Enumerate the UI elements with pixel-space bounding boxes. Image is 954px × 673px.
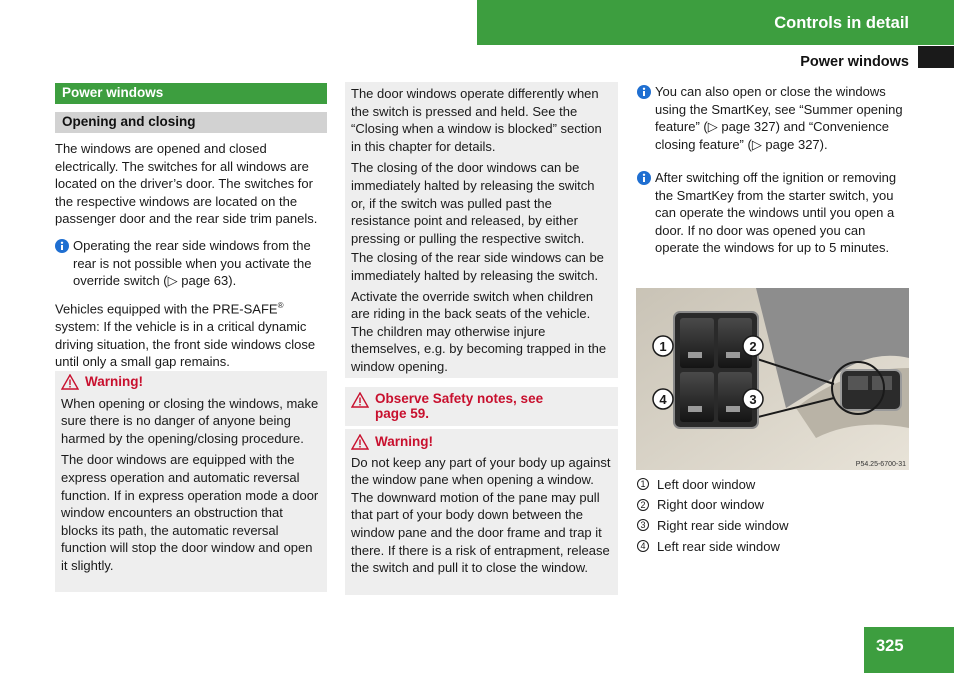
door-panel-image (636, 288, 909, 470)
chapter-header (477, 0, 954, 45)
info-box: The door windows operate differently when the switch is pressed and held. See the “Closing when a window is blocked” section in this chapter for details. The closing of the door windows can be immediately halted by releasing the switch or, if the switch was pulled past the resistance point and released, by either pressing or pulling the respective switch. The closing of the rear side windows can be immediately halted by releasing the switch. Activate the override switch when children are riding in the back seats of the vehicle. The children may otherwise injure themselves, e.g. by becoming trapped in the window opening. (345, 82, 618, 378)
image-code: P54.25-6700-31 (855, 461, 906, 468)
callout-1 (653, 336, 673, 356)
list-item: 1 Left door window (637, 474, 912, 495)
info-icon (637, 171, 651, 185)
safety-notes-box (345, 387, 618, 426)
callout-4 (653, 389, 673, 409)
callout-2 (743, 336, 763, 356)
legend-list (637, 474, 912, 556)
warning-triangle-icon (351, 434, 369, 450)
svg-text:3: 3 (749, 392, 757, 407)
window-switch-illustration (636, 288, 909, 470)
warning-heading: Warning! (351, 433, 612, 451)
safety-notes-link[interactable]: Observe Safety notes, see page 59. (375, 391, 544, 421)
warning-triangle-icon (61, 374, 79, 390)
info-note: Operating the rear side windows from the rear is not possible when you activate the override switch (▷ page 63). (55, 237, 329, 290)
presafe-paragraph: Vehicles equipped with the PRE-SAFE® system: If the vehicle is in a critical dynamic driving situation, the front side windows close until only a small gap remains. (55, 301, 316, 370)
page-number: 325 (864, 627, 954, 673)
section-heading: Power windows (55, 83, 327, 104)
thumb-tab (918, 46, 954, 68)
chapter-title: Controls in detail (774, 14, 909, 32)
list-item: 2 Right door window (637, 495, 912, 516)
list-item: 3 Right rear side window (637, 515, 912, 536)
warning-text-1: When opening or closing the windows, make sure there is no danger of anyone being harmed by the opening/closing procedure. (61, 395, 319, 446)
section-title: Power windows (800, 54, 909, 70)
warning-box (55, 371, 327, 592)
info-icon (55, 239, 69, 253)
info-note: You can also open or close the windows using the SmartKey, see “Summer opening feature” (▷ page 327) and “Convenience closing feature” (▷ page 327). (637, 83, 912, 153)
subsection-heading: Opening and closing (55, 112, 327, 133)
warning-text-2: The door windows are equipped with the express operation and automatic reversal function. If in express operation mode a door window encounters an obstruction that blocks its path, the automatic reversal function will stop the door window and open it slightly. (61, 452, 319, 573)
svg-text:4: 4 (659, 392, 667, 407)
list-item: 4 Left rear side window (637, 536, 912, 557)
svg-text:2: 2 (749, 339, 757, 354)
info-icon (637, 85, 651, 99)
callout-3 (743, 389, 763, 409)
warning-text: Do not keep any part of your body up against the window pane when opening a window. The downward motion of the pane may pull that part of your body down between the window pane and the door frame and trap it there. If there is a risk of entrapment, release the switch and pull it to close the window. (351, 454, 611, 576)
intro-paragraph: The windows are opened and closed electrically. The switches for all windows are located on the driver’s door. The switches for the respective windows are located on the passenger door and the rear side trim panels. (55, 141, 318, 227)
warning-box (345, 429, 618, 595)
svg-text:1: 1 (659, 339, 667, 354)
info-note: After switching off the ignition or removing the SmartKey from the starter switch, you can operate the windows until you open a door. If no door was opened you can operate the windows for up to 5 minutes. (637, 169, 912, 257)
warning-heading: Warning! (61, 373, 321, 391)
warning-triangle-icon (351, 392, 369, 408)
